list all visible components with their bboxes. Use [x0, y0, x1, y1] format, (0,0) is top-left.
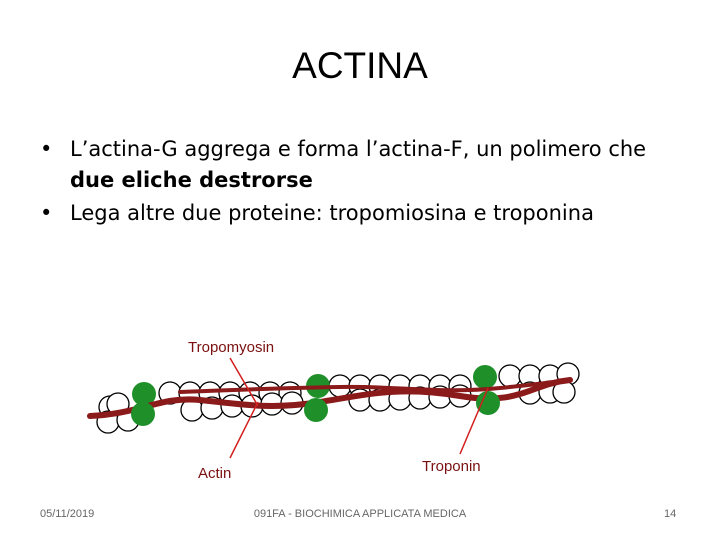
actin-filament-diagram [80, 330, 600, 490]
bullet-text: L’actina-G aggrega e forma l’actina-F, un polimero che [70, 137, 647, 161]
footer-date: 05/11/2019 [40, 508, 95, 520]
tropomyosin-label: Tropomyosin [188, 339, 275, 356]
bullet-item [40, 198, 680, 229]
bullet-text: Lega altre due proteine: tropomiosina e troponina [70, 201, 594, 225]
bullet-bold-text: due eliche destrorse [70, 168, 313, 192]
actin-label: Actin [198, 465, 232, 482]
actin-back-row [99, 363, 579, 418]
page-number: 14 [664, 508, 677, 520]
actin-subunit [499, 365, 521, 387]
bullet-list [40, 134, 680, 231]
troponin-subunit [476, 391, 500, 415]
troponin-subunit [131, 402, 155, 426]
slide-title: ACTINA [292, 45, 428, 86]
bullet-item [40, 134, 680, 196]
actin-filament-figure [80, 330, 600, 490]
troponin-label: Troponin [422, 458, 481, 475]
troponin-subunit [304, 398, 328, 422]
troponin-subunit [473, 365, 497, 389]
footer-course: 091FA - BIOCHIMICA APPLICATA MEDICA [253, 508, 467, 520]
